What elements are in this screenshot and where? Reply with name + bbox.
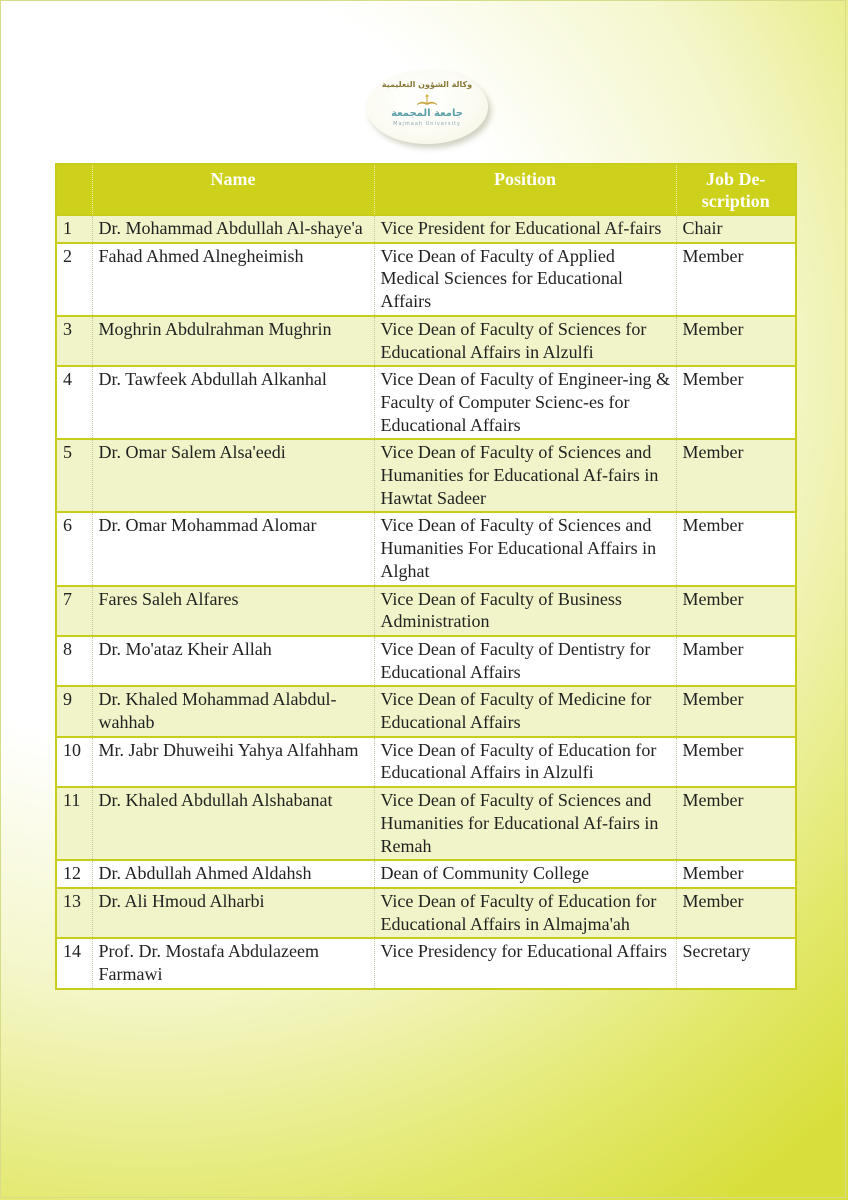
table-row	[56, 888, 796, 938]
row-number: 12	[63, 863, 81, 884]
row-job: Member	[676, 439, 796, 512]
row-name: Dr. Omar Salem Alsa'eedi	[92, 439, 374, 512]
row-number: 2	[63, 245, 72, 266]
row-number: 9	[63, 689, 72, 710]
row-job: Member	[676, 860, 796, 888]
row-job: Member	[676, 737, 796, 787]
row-name: Dr. Omar Mohammad Alomar	[92, 512, 374, 585]
row-position: Vice President for Educational Af-fairs	[374, 215, 676, 243]
table-row	[56, 243, 796, 316]
row-number: 7	[63, 588, 72, 609]
row-name: Dr. Ali Hmoud Alharbi	[92, 888, 374, 938]
row-position: Vice Dean of Faculty of Sciences and Humanities for Educational Af-fairs in Remah	[374, 787, 676, 860]
row-name: Dr. Khaled Mohammad Alabdul-wahhab	[92, 686, 374, 736]
row-position: Vice Dean of Faculty of Dentistry for Educational Affairs	[374, 636, 676, 686]
row-number: 5	[63, 442, 72, 463]
row-number: 1	[63, 218, 72, 238]
table-row	[56, 787, 796, 860]
table-row	[56, 636, 796, 686]
row-number: 14	[63, 941, 81, 962]
row-name: Dr. Tawfeek Abdullah Alkanhal	[92, 366, 374, 439]
logo-top-text: وكالة الشؤون التعليمية	[381, 80, 473, 89]
row-position: Vice Dean of Faculty of Education for Educational Affairs in Alzulfi	[374, 737, 676, 787]
book-icon	[415, 94, 439, 106]
row-name: Mr. Jabr Dhuweihi Yahya Alfahham	[92, 737, 374, 787]
row-position: Vice Dean of Faculty of Applied Medical Sciences for Educational Affairs	[374, 243, 676, 316]
header-position: Position	[374, 164, 676, 215]
row-job: Member	[676, 512, 796, 585]
row-position: Vice Dean of Faculty of Sciences and Humanities For Educational Affairs in Alghat	[374, 512, 676, 585]
header-name: Name	[92, 164, 374, 215]
row-name: Dr. Khaled Abdullah Alshabanat	[92, 787, 374, 860]
university-logo	[366, 70, 488, 144]
row-name: Fahad Ahmed Alnegheimish	[92, 243, 374, 316]
row-name: Fares Saleh Alfares	[92, 586, 374, 636]
row-position: Vice Dean of Faculty of Education for Educational Affairs in Almajma'ah	[374, 888, 676, 938]
table-row	[56, 512, 796, 585]
logo-sub-text: Majmaah University	[393, 121, 461, 127]
row-name: Prof. Dr. Mostafa Abdulazeem Farmawi	[92, 938, 374, 988]
row-number: 8	[63, 638, 72, 659]
header-number	[56, 164, 92, 215]
row-job: Member	[676, 888, 796, 938]
row-position: Vice Dean of Faculty of Medicine for Educational Affairs	[374, 686, 676, 736]
row-number: 4	[63, 369, 72, 390]
row-job: Chair	[676, 215, 796, 243]
table-row	[56, 686, 796, 736]
row-number: 11	[63, 790, 81, 811]
row-position: Vice Dean of Faculty of Sciences and Humanities for Educational Af-fairs in Hawtat Sadeer	[374, 439, 676, 512]
row-position: Vice Dean of Faculty of Business Administration	[374, 586, 676, 636]
row-number: 13	[63, 890, 81, 911]
row-job: Mamber	[676, 636, 796, 686]
table-row	[56, 586, 796, 636]
row-job: Member	[676, 316, 796, 366]
row-position: Vice Presidency for Educational Affairs	[374, 938, 676, 988]
header-job-description: Job De-scription	[676, 164, 796, 215]
table-row	[56, 737, 796, 787]
row-name: Dr. Abdullah Ahmed Aldahsh	[92, 860, 374, 888]
table-row	[56, 215, 796, 243]
row-number: 3	[63, 318, 72, 339]
row-name: Dr. Mohammad Abdullah Al-shaye'a	[92, 215, 374, 243]
row-name: Moghrin Abdulrahman Mughrin	[92, 316, 374, 366]
row-position: Vice Dean of Faculty of Sciences for Educational Affairs in Alzulfi	[374, 316, 676, 366]
row-job: Member	[676, 586, 796, 636]
committee-table	[55, 163, 797, 990]
row-job: Member	[676, 686, 796, 736]
row-job: Secretary	[676, 938, 796, 988]
table-row	[56, 316, 796, 366]
table-header-row	[56, 164, 796, 215]
table-row	[56, 938, 796, 988]
row-name: Dr. Mo'ataz Kheir Allah	[92, 636, 374, 686]
row-number: 10	[63, 739, 81, 760]
row-job: Member	[676, 366, 796, 439]
row-position: Dean of Community College	[374, 860, 676, 888]
row-position: Vice Dean of Faculty of Engineer-ing & Faculty of Computer Scienc-es for Educational Affairs	[374, 366, 676, 439]
table-row	[56, 860, 796, 888]
row-number: 6	[63, 515, 72, 536]
logo-name-text: جامعة المجمعة	[391, 108, 463, 119]
row-job: Member	[676, 243, 796, 316]
row-job: Member	[676, 787, 796, 860]
table-row	[56, 439, 796, 512]
table-row	[56, 366, 796, 439]
